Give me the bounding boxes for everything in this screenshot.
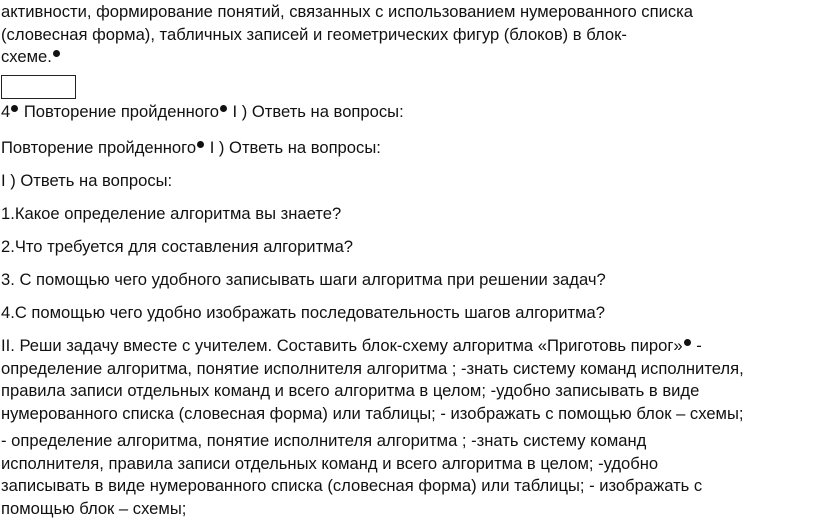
heading-full-part-2: I ) Ответь на вопросы: bbox=[227, 102, 404, 121]
question-item: 2.Что требуется для составления алгоритма? bbox=[1, 237, 354, 256]
intro-line-3-wrap bbox=[1, 46, 811, 69]
goals-line-1: - определение алгоритма, понятие исполнителя алгоритма ; -знать систему команд bbox=[1, 431, 647, 450]
intro-line-2: (словесная форма), табличных записей и геометрических фигур (блоков) в блок- bbox=[1, 24, 627, 44]
task-line-3: правила записи отдельных команд и всего алгоритма в целом; -удобно записывать в виде bbox=[1, 381, 700, 400]
bullet-icon bbox=[53, 50, 60, 57]
heading-repeat bbox=[1, 137, 811, 160]
goals-line-3: записывать в виде нумерованного списка (словесная форма) или таблицы; - изображать с bbox=[1, 476, 703, 495]
heading-full bbox=[1, 101, 811, 124]
empty-text-box bbox=[1, 75, 76, 99]
heading-full-part-1: Повторение пройденного bbox=[19, 102, 219, 121]
task-paragraph bbox=[1, 335, 811, 425]
task-line-1-end: - bbox=[691, 336, 702, 355]
task-line-4: нумерованного списка (словесная форма) или таблицы; - изображать с помощью блок – схемы; bbox=[1, 403, 744, 423]
heading-repeat-part-1: Повторение пройденного bbox=[1, 138, 197, 157]
bullet-icon bbox=[197, 141, 204, 148]
question-item: 4.С помощью чего удобно изображать последовательность шагов алгоритма? bbox=[1, 303, 606, 322]
intro-paragraph bbox=[1, 1, 811, 69]
goals-line-2: исполнителя, правила записи отдельных команд и всего алгоритма в целом; -удобно bbox=[1, 453, 659, 473]
question-item: 3. С помощью чего удобного записывать шаги алгоритма при решении задач? bbox=[1, 270, 606, 289]
goals-line-4: помощью блок – схемы; bbox=[1, 498, 187, 518]
goals-paragraph bbox=[1, 430, 811, 520]
question-item: 1.Какое определение алгоритма вы знаете? bbox=[1, 204, 342, 223]
bullet-icon bbox=[11, 105, 18, 112]
bullet-icon bbox=[684, 339, 691, 346]
task-line-2: определение алгоритма, понятие исполнителя алгоритма ; -знать систему команд исполнителя, bbox=[1, 358, 744, 378]
intro-line-3: схеме. bbox=[1, 47, 52, 66]
heading-number: 4 bbox=[1, 102, 11, 121]
intro-line-1: активности, формирование понятий, связанных с использованием нумерованного списка bbox=[1, 2, 693, 21]
heading-short: I ) Ответь на вопросы: bbox=[1, 171, 173, 190]
task-line-1: II. Реши задачу вместе с учителем. Составить блок-схему алгоритма «Приготовь пирог» bbox=[1, 336, 683, 355]
bullet-icon bbox=[220, 105, 227, 112]
heading-repeat-part-2: I ) Ответь на вопросы: bbox=[205, 138, 381, 157]
